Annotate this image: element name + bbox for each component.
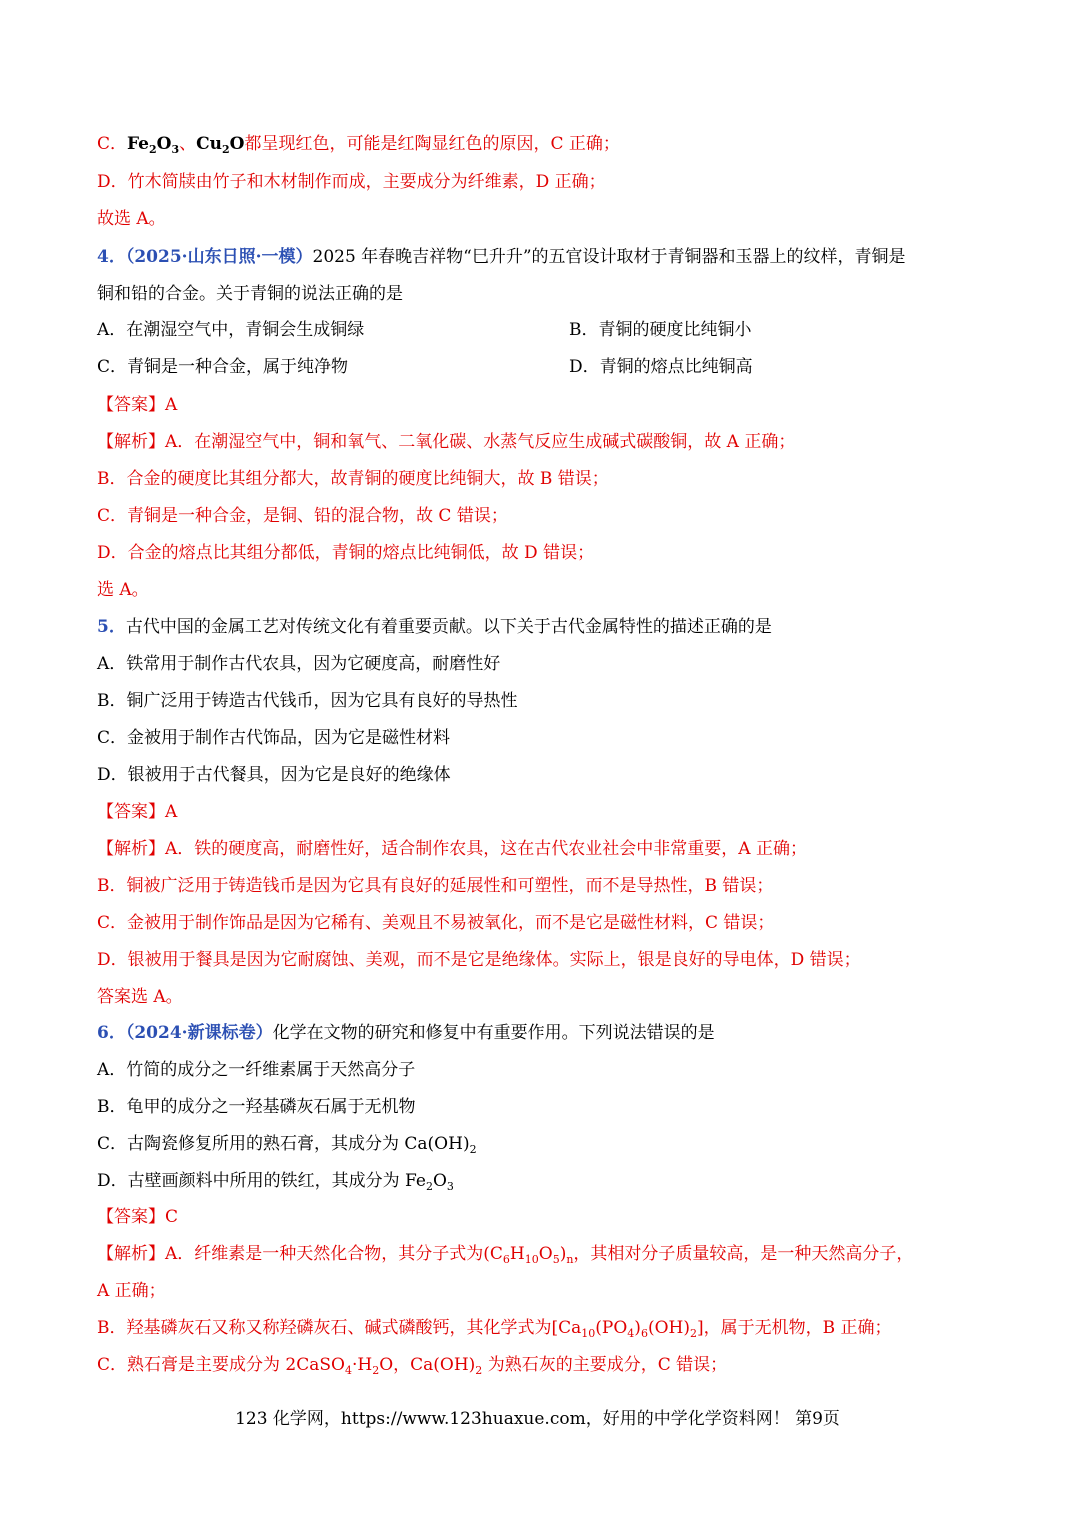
question-4-stem-cont: 铜和铅的合金。关于青铜的说法正确的是 xyxy=(97,284,403,304)
question-5-option-b: B．铜广泛用于铸造古代钱币，因为它具有良好的导热性 xyxy=(97,691,518,711)
question-5-analysis-c: C．金被用于制作饰品是因为它稀有、美观且不易被氧化，而不是它是磁性材料，C 错误； xyxy=(97,913,775,933)
question-4-answer: 【答案】A xyxy=(97,395,178,415)
question-6-answer: 【答案】C xyxy=(97,1207,179,1227)
option-d: D．青铜的熔点比纯铜高 xyxy=(569,357,753,377)
question-6-option-b: B．龟甲的成分之一羟基磷灰石属于无机物 xyxy=(97,1097,416,1117)
option-c-explanation: C．$Fe_2O_3$、$Cu_2O$都呈现红色，可能是红陶显红色的原因，C 正确； xyxy=(97,134,620,156)
question-5-option-d: D．银被用于古代餐具，因为它是良好的绝缘体 xyxy=(97,765,451,785)
question-5-analysis-b: B．铜被广泛用于铸造钱币是因为它具有良好的延展性和可塑性，而不是导热性，B 错误； xyxy=(97,876,774,896)
question-4-analysis-c: C．青铜是一种合金，是铜、铅的混合物，故 C 错误； xyxy=(97,506,508,526)
question-4-analysis-d: D．合金的熔点比其组分都低，青铜的熔点比纯铜低，故 D 错误； xyxy=(97,543,595,563)
question-5-stem: 5．古代中国的金属工艺对传统文化有着重要贡献。以下关于古代金属特性的描述正确的是 xyxy=(97,617,772,637)
question-6-analysis-b: B．羟基磷灰石又称又称羟磷灰石、碱式磷酸钙，其化学式为$[Ca_{10}(PO_4)_6(OH)_2]$，属于无机物，B 正确； xyxy=(97,1318,892,1340)
question-6-analysis-c: C．熟石膏是主要成分为 $2CaSO_4\cdot H_2O$，$Ca(OH)_2$ 为熟石灰的主要成分，C 错误； xyxy=(97,1355,728,1377)
question-6-option-d: D．古壁画颜料中所用的铁红，其成分为 $Fe_2O_3$ xyxy=(97,1171,454,1193)
option-a: A．在潮湿空气中，青铜会生成铜绿 xyxy=(97,320,365,340)
question-4-options-ab xyxy=(97,318,752,342)
question-5-analysis-d: D．银被用于餐具是因为它耐腐蚀、美观，而不是它是绝缘体。实际上，银是良好的导电体，D 错误； xyxy=(97,950,861,970)
option-b: B．青铜的硬度比纯铜小 xyxy=(569,320,752,340)
option-d-explanation: D．竹木简牍由竹子和木材制作而成，主要成分为纤维素，D 正确； xyxy=(97,172,606,192)
question-4-analysis-b: B．合金的硬度比其组分都大，故青铜的硬度比纯铜大，故 B 错误； xyxy=(97,469,609,489)
question-6-option-c: C．古陶瓷修复所用的熟石膏，其成分为 $Ca(OH)_2$ xyxy=(97,1134,477,1156)
question-5-option-c: C．金被用于制作古代饰品，因为它是磁性材料 xyxy=(97,728,451,748)
question-6-analysis-a: 【解析】A．纤维素是一种天然化合物，其分子式为$(C_6H_{10}O_5)_n$，其相对分子质量较高，是一种天然高分子， xyxy=(97,1244,914,1266)
page-footer: 123 化学网，https://www.123huaxue.com，好用的中学化学资料网！ 第9页 xyxy=(235,1409,840,1429)
question-4-analysis-a: 【解析】A．在潮湿空气中，铜和氧气、二氧化碳、水蒸气反应生成碱式碳酸铜，故 A 正确； xyxy=(97,432,796,452)
question-4-options-cd xyxy=(97,355,753,379)
option-c: C．青铜是一种合金，属于纯净物 xyxy=(97,357,349,377)
question-5-analysis-a: 【解析】A．铁的硬度高，耐磨性好，适合制作农具，这在古代农业社会中非常重要，A 正确； xyxy=(97,839,807,859)
conclusion: 故选 A。 xyxy=(97,209,166,229)
question-5-option-a: A．铁常用于制作古代农具，因为它硬度高，耐磨性好 xyxy=(97,654,501,674)
question-5-answer: 【答案】A xyxy=(97,802,178,822)
question-4-conclusion: 选 A。 xyxy=(97,580,149,600)
question-6-stem: 6．（2024·新课标卷）化学在文物的研究和修复中有重要作用。下列说法错误的是 xyxy=(97,1023,715,1043)
question-5-conclusion: 答案选 A。 xyxy=(97,987,183,1007)
question-4-stem: 4．（2025·山东日照·一模）2025 年春晚吉祥物“巳升升”的五官设计取材于青铜器和玉器上的纹样，青铜是 xyxy=(97,247,906,267)
question-6-analysis-a-cont: A 正确； xyxy=(97,1281,166,1301)
question-6-option-a: A．竹简的成分之一纤维素属于天然高分子 xyxy=(97,1060,416,1080)
